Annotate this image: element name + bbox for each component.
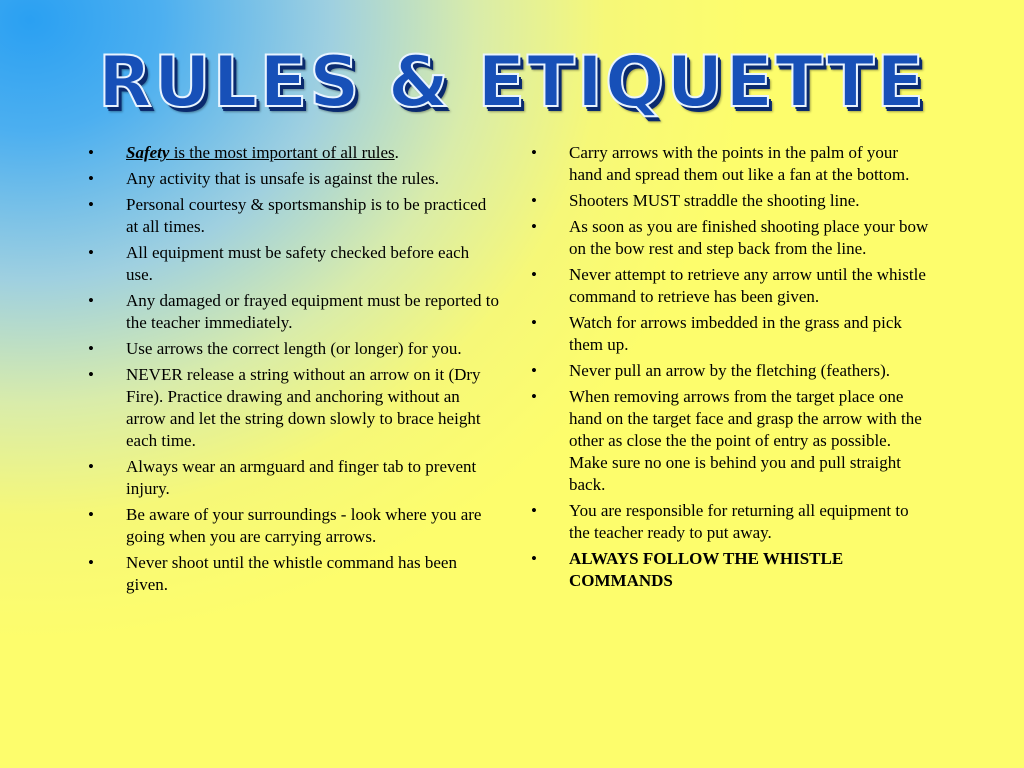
bullet-icon: • (88, 339, 94, 358)
bullet-icon: • (531, 549, 537, 568)
list-item (88, 504, 500, 548)
bullet-icon: • (88, 365, 94, 384)
safety-rule-period: . (394, 143, 399, 162)
safety-emphasis: Safety (126, 143, 170, 162)
bullet-icon: • (88, 505, 94, 524)
list-item (88, 290, 500, 334)
list-item-text: As soon as you are finished shooting place your bow on the bow rest and step back from the line. (569, 217, 929, 258)
bullet-icon: • (88, 291, 94, 310)
left-rules-list (88, 142, 500, 600)
list-item (88, 168, 500, 190)
list-item-text: Any damaged or frayed equipment must be reported to the teacher immediately. (126, 291, 499, 332)
bullet-icon: • (531, 361, 537, 380)
list-item-text: Never pull an arrow by the fletching (feathers). (569, 361, 890, 380)
list-item (88, 142, 500, 164)
bullet-icon: • (531, 313, 537, 332)
list-item (531, 386, 933, 496)
bullet-icon: • (531, 501, 537, 520)
list-item (531, 142, 933, 186)
list-item (88, 552, 500, 596)
list-item (88, 364, 500, 452)
bullet-icon: • (531, 217, 537, 236)
bullet-icon: • (531, 143, 537, 162)
list-item (88, 194, 500, 238)
list-item-text: Be aware of your surroundings - look where you are going when you are carrying arrows. (126, 505, 482, 546)
list-item-text: Never attempt to retrieve any arrow until the whistle command to retrieve has been given. (569, 265, 926, 306)
list-item (88, 456, 500, 500)
bullet-icon: • (531, 387, 537, 406)
list-item-text: Carry arrows with the points in the palm of your hand and spread them out like a fan at the bottom. (569, 143, 910, 184)
right-rules-list (531, 142, 933, 596)
list-item-text: Personal courtesy & sportsmanship is to be practiced at all times. (126, 195, 487, 236)
bullet-icon: • (88, 169, 94, 188)
list-item-text: When removing arrows from the target place one hand on the target face and grasp the arrow with the other as close the the point of entry as possible. Make sure no one is behind you and pull straight back. (569, 387, 922, 494)
list-item (531, 190, 933, 212)
bullet-icon: • (88, 457, 94, 476)
bullet-icon: • (88, 143, 94, 162)
list-item-text: Shooters MUST straddle the shooting line. (569, 191, 860, 210)
safety-rule-text: is the most important of all rules (169, 143, 395, 162)
bullet-icon: • (88, 243, 94, 262)
list-item-text: All equipment must be safety checked before each use. (126, 243, 470, 284)
list-item (531, 264, 933, 308)
list-item (88, 338, 500, 360)
bullet-icon: • (88, 553, 94, 572)
list-item-text: ALWAYS FOLLOW THE WHISTLE COMMANDS (569, 549, 844, 590)
list-item-whistle-commands (531, 548, 933, 592)
list-item-text: NEVER release a string without an arrow on it (Dry Fire). Practice drawing and anchoring without an arrow and let the string down slowly to brace height each time. (126, 365, 481, 450)
list-item (531, 360, 933, 382)
bullet-icon: • (531, 191, 537, 210)
list-item (531, 312, 933, 356)
list-item-text: You are responsible for returning all equipment to the teacher ready to put away. (569, 501, 909, 542)
list-item (531, 216, 933, 260)
slide-title: RULES & ETIQUETTE (97, 41, 927, 123)
list-item-text: Any activity that is unsafe is against the rules. (126, 169, 440, 188)
list-item-text: Use arrows the correct length (or longer) for you. (126, 339, 462, 358)
list-item-text: Watch for arrows imbedded in the grass and pick them up. (569, 313, 902, 354)
bullet-icon: • (531, 265, 537, 284)
list-item-text: Never shoot until the whistle command has been given. (126, 553, 457, 594)
bullet-icon: • (88, 195, 94, 214)
list-item-text (126, 143, 399, 162)
list-item (531, 500, 933, 544)
list-item (88, 242, 500, 286)
list-item-text: Always wear an armguard and finger tab to prevent injury. (126, 457, 477, 498)
